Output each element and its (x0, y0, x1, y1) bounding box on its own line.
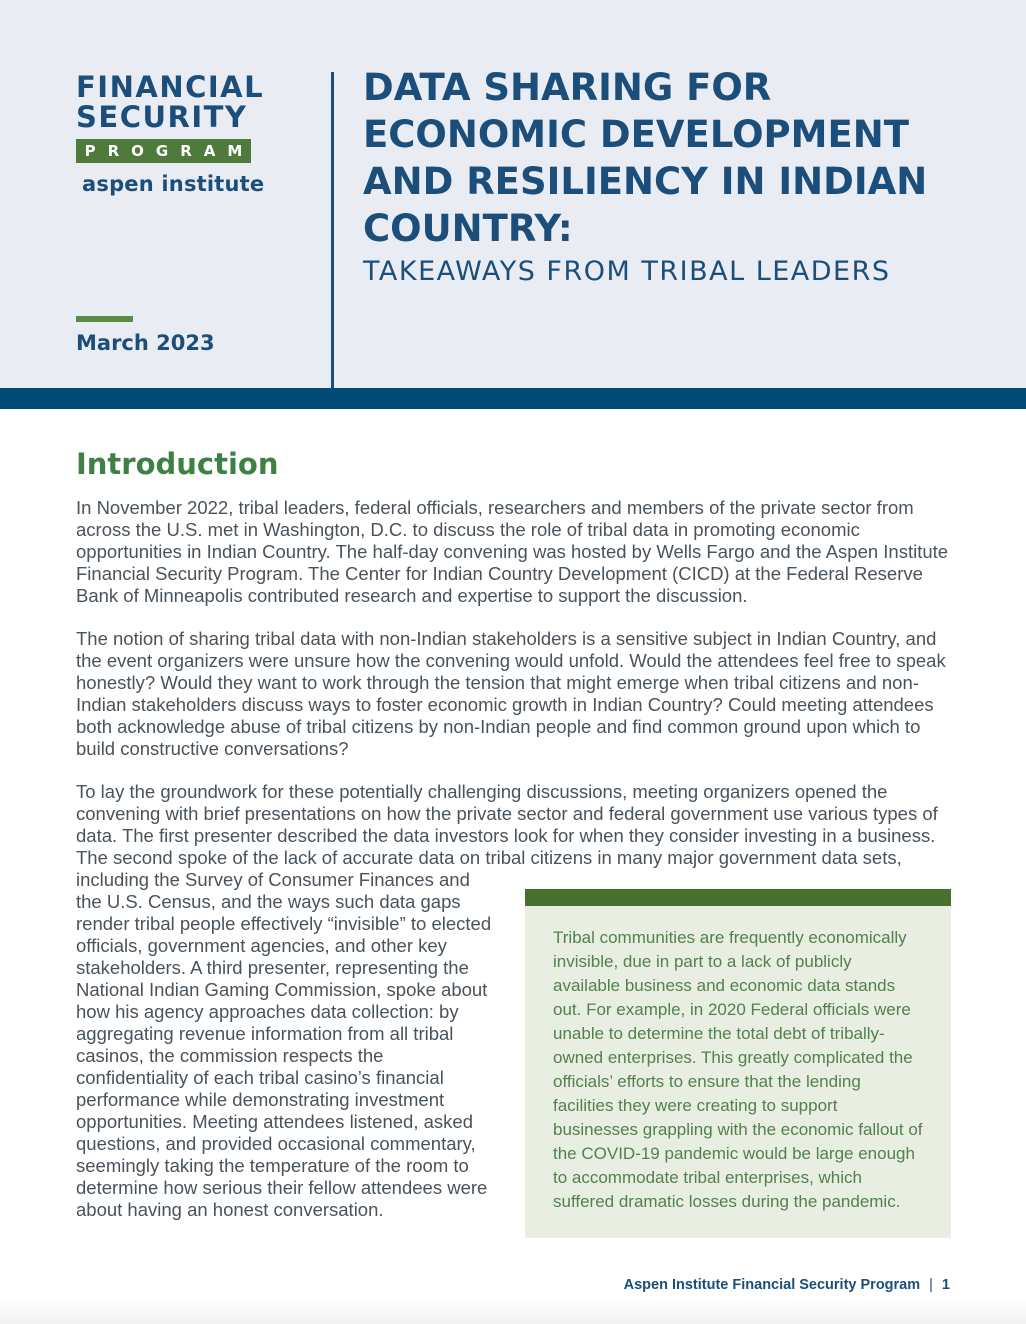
callout-box (525, 889, 951, 1238)
footer-program-name: Aspen Institute Financial Security Program (623, 1277, 921, 1293)
aspen-institute-logo (76, 170, 265, 198)
callout-accent-bar (525, 889, 951, 906)
program-banner-label: PROGRAM (84, 142, 255, 160)
program-banner (76, 139, 255, 163)
page-bottom-shadow (0, 1298, 1026, 1324)
title-line: AND RESILIENCY IN INDIAN (363, 160, 928, 203)
callout-text: Tribal communities are frequently economically invisible, due in part to a lack of publicly available business and economic data stands out. For example, in 2020 Federal officials were unable to determine the total debt of tribally-owned enterprises. This greatly complicated the officials’ efforts to ensure that the lending facilities they were creating to support businesses grappling with the economic fallout of the COVID-19 pandemic would be large enough to accommodate tribal enterprises, which suffered dramatic losses during the pandemic. (553, 928, 923, 1211)
report-title (363, 64, 973, 287)
page-content (76, 448, 951, 1242)
title-line: ECONOMIC DEVELOPMENT (363, 113, 909, 156)
header-band (0, 388, 1026, 409)
paragraph-3-with-callout (76, 781, 951, 1242)
report-subtitle: TAKEAWAYS FROM TRIBAL LEADERS (363, 256, 891, 287)
date-accent-bar (76, 316, 133, 322)
program-logo (76, 70, 265, 198)
header-region (0, 0, 1026, 388)
title-line: DATA SHARING FOR (363, 66, 772, 109)
footer-page-number: 1 (941, 1277, 950, 1293)
footer-separator: | (929, 1277, 933, 1293)
paragraph-3: To lay the groundwork for these potentially challenging discussions, meeting organizers opened the convening with brief presentations on how the private sector and federal government use various types of data. The first presenter described the data investors look for when they consider investing in a business. The second spoke of the lack of accurate data on tribal citizens in many major government data sets, including the Survey of Consumer Finances and the U.S. Census, and the ways such data gaps render tribal people effectively “invisible” to elected officials, government agencies, and other key stakeholders. A third presenter, representing the National Indian Gaming Commission, spoke about how his agency approaches data collection: by aggregating revenue information from all tribal casinos, the commission respects the confidentiality of each tribal casino’s financial performance while demonstrating investment opportunities. Meeting attendees listened, asked questions, and provided occasional commentary, seemingly taking the temperature of the room to determine how serious their fellow attendees were about having an honest conversation. (76, 781, 938, 1220)
paragraph-1: In November 2022, tribal leaders, federal officials, researchers and members of the private sector from across the U.S. met in Washington, D.C. to discuss the role of tribal data in promoting economic opportunities in Indian Country. The half-day convening was hosted by Wells Fargo and the Aspen Institute Financial Security Program. The Center for Indian Country Development (CICD) at the Federal Reserve Bank of Minneapolis contributed research and expertise to support the discussion. (76, 497, 949, 606)
logo-financial: FINANCIAL (76, 70, 265, 104)
callout-body (525, 906, 951, 1238)
page-footer (624, 1277, 950, 1293)
paragraph-2: The notion of sharing tribal data with non-Indian stakeholders is a sensitive subject in Indian Country, and the event organizers were unsure how the convening would unfold. Would the attendees feel free to speak honestly? Would they want to work through the tension that might emerge when tribal citizens and non-Indian stakeholders discuss ways to foster economic growth in Indian Country? Could meeting attendees both acknowledge abuse of tribal citizens by non-Indian people and find common ground upon which to build constructive conversations? (76, 628, 946, 759)
title-line: COUNTRY: (363, 207, 573, 250)
header-divider (331, 72, 334, 388)
report-date: March 2023 (76, 331, 215, 355)
aspen-institute-wordmark: aspen institute (82, 172, 265, 196)
section-heading-introduction: Introduction (76, 447, 279, 481)
logo-security: SECURITY (76, 100, 248, 134)
